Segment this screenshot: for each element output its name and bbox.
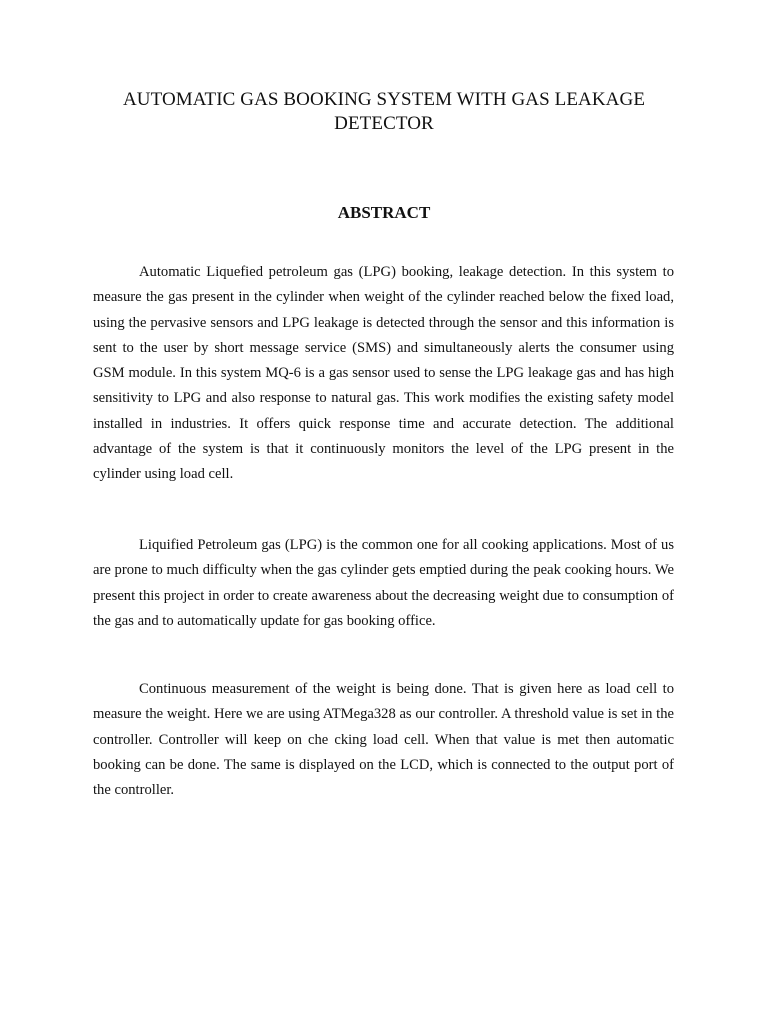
abstract-heading: ABSTRACT [337,203,431,222]
abstract-paragraph-1: Automatic Liquefied petroleum gas (LPG) booking, leakage detection. In this system to measure the gas present in the cylinder when weight of the cylinder reached below the fixed load, using the pervasive sensors and LPG leakage is detected through the sensor and this information is sent to the user by short message service (SMS) and simultaneously alerts the consumer using GSM module. In this system MQ-6 is a gas sensor used to sense the LPG leakage gas and has high sensitivity to LPG and also response to natural gas. This work modifies the existing safety model installed in industries. It offers quick response time and accurate detection. The additional advantage of the system is that it continuously monitors the level of the LPG present in the cylinder using load cell. [93,264,674,483]
document-title: AUTOMATIC GAS BOOKING SYSTEM WITH GAS LEAKAGE DETECTOR [122,89,646,134]
abstract-paragraph-2: Liquified Petroleum gas (LPG) is the common one for all cooking applications. Most of us are prone to much difficulty when the gas cylinder gets emptied during the peak cooking hours. We present this project in order to create awareness about the decreasing weight due to consumption of the gas and to automatically update for gas booking office. [93,537,674,629]
abstract-paragraph-3: Continuous measurement of the weight is being done. That is given here as load cell to measure the weight. Here we are using ATMega328 as our controller. A threshold value is set in the controller. Controller will keep on che cking load cell. When that value is met then automatic booking can be done. The same is displayed on the LCD, which is connected to the output port of the controller. [93,681,674,799]
